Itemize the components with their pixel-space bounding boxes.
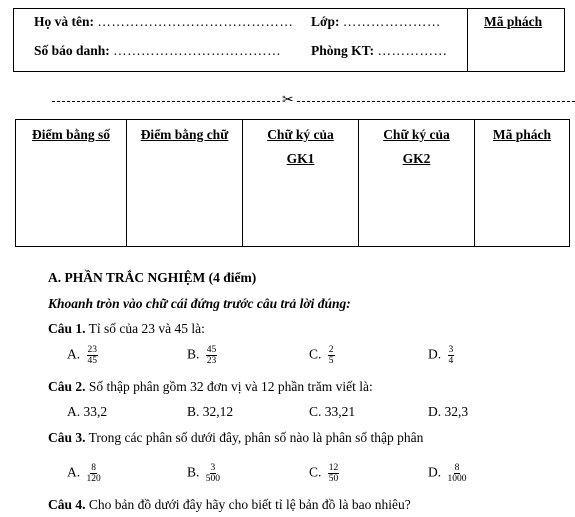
q3-option-a[interactable]: [67, 463, 101, 484]
grader2-header-line2: GK2: [402, 151, 431, 166]
question-2-text: Số thập phân gồm 32 đơn vị và 12 phần trăm viết là:: [85, 379, 373, 394]
question-1-label: Câu 1.: [48, 321, 86, 336]
cut-line: [52, 101, 575, 102]
q3-d-den: 1000: [447, 474, 467, 484]
sbd-field[interactable]: ………………………………: [113, 43, 282, 58]
question-4-label: Câu 4.: [48, 497, 86, 512]
q1-option-c-fraction: [328, 345, 335, 366]
score-number-header: Điểm bằng số: [31, 127, 110, 142]
q3-b-den: 500: [205, 474, 221, 484]
q1-option-d[interactable]: [428, 345, 454, 366]
question-4-text: Cho bản đồ dưới đây hãy cho biết tỉ lệ bản đồ là bao nhiêu?: [85, 497, 411, 512]
q1-option-a[interactable]: [67, 345, 98, 366]
class-field[interactable]: …………………: [342, 14, 441, 29]
score-words-header: Điểm bằng chữ: [140, 127, 229, 142]
question-1-text: Tỉ số của 23 và 45 là:: [85, 321, 205, 336]
score-words-cell[interactable]: [127, 120, 243, 247]
section-a-instruction: Khoanh tròn vào chữ cái đứng trước câu trả lời đúng:: [48, 296, 351, 311]
q3-a-num: 8: [91, 463, 96, 473]
q1-option-a-letter: A.: [67, 346, 81, 362]
room-label: Phòng KT:: [311, 43, 375, 58]
q1-a-num: 23: [87, 345, 97, 355]
q3-option-d-letter: D.: [428, 464, 442, 480]
score-table: [15, 119, 570, 247]
name-label: Họ và tên:: [34, 14, 94, 29]
q1-option-d-fraction: [448, 345, 455, 366]
q1-option-b[interactable]: [187, 345, 217, 366]
q3-option-d-fraction: [448, 463, 467, 484]
q3-option-b-letter: B.: [187, 464, 200, 480]
class-label: Lớp:: [311, 14, 340, 29]
q1-b-den: 23: [206, 356, 217, 366]
q1-option-a-fraction: [87, 345, 99, 366]
question-3: [48, 430, 423, 446]
q1-option-d-letter: D.: [428, 346, 442, 362]
q1-c-num: 2: [328, 345, 334, 355]
question-4: [48, 497, 411, 513]
q3-option-a-fraction: [87, 463, 101, 484]
question-2-label: Câu 2.: [48, 379, 86, 394]
q1-a-den: 45: [87, 356, 97, 366]
question-3-label: Câu 3.: [48, 430, 86, 445]
q2-option-c[interactable]: C. 33,21: [309, 404, 356, 419]
q3-option-a-letter: A.: [67, 464, 81, 480]
q2-option-d[interactable]: D. 32,3: [428, 404, 469, 419]
sbd-label: Số báo danh:: [34, 43, 110, 58]
class-row: [311, 14, 441, 30]
q3-option-c-letter: C.: [309, 464, 322, 480]
q1-b-num: 45: [206, 345, 217, 355]
q3-c-den: 50: [328, 474, 339, 484]
q3-option-b-fraction: [206, 463, 220, 484]
q3-option-c[interactable]: [309, 463, 339, 484]
q3-option-b[interactable]: [187, 463, 220, 484]
q3-option-c-fraction: [328, 463, 340, 484]
code-header: Mã phách: [492, 127, 552, 142]
section-a-title: A. PHẦN TRẮC NGHIỆM (4 điểm): [48, 270, 257, 285]
sbd-row: [34, 43, 281, 59]
grader2-header-line1: Chữ ký của: [383, 127, 450, 142]
name-field[interactable]: ……………………………………: [97, 14, 294, 29]
q1-option-c[interactable]: [309, 345, 335, 366]
grader1-header-line1: Chữ ký của: [267, 127, 334, 142]
q1-d-num: 3: [448, 345, 454, 355]
q1-d-den: 4: [448, 356, 454, 366]
room-row: [311, 43, 448, 59]
q1-option-c-letter: C.: [309, 346, 322, 362]
q2-option-b[interactable]: B. 32,12: [187, 404, 234, 419]
header-code-label: Mã phách: [484, 14, 543, 29]
grader2-cell[interactable]: [359, 120, 475, 247]
grader1-cell[interactable]: [243, 120, 359, 247]
grader1-header-line2: GK1: [286, 151, 315, 166]
q2-option-a[interactable]: A. 33,2: [67, 404, 108, 419]
question-2: [48, 379, 373, 395]
scissors-icon: ✂: [282, 93, 294, 108]
q3-d-num: 8: [454, 463, 460, 473]
q1-option-b-fraction: [206, 345, 218, 366]
score-number-cell[interactable]: [16, 120, 127, 247]
code-cell[interactable]: [475, 120, 570, 247]
question-3-text: Trong các phân số dưới đây, phân số nào là phân số thập phân: [85, 430, 424, 445]
room-field[interactable]: ……………: [377, 43, 448, 58]
name-row: [34, 14, 293, 30]
question-1: [48, 321, 205, 337]
q3-a-den: 120: [86, 474, 101, 484]
q3-b-num: 3: [210, 463, 216, 473]
header-divider: [467, 8, 468, 72]
q3-option-d[interactable]: [428, 463, 467, 484]
q1-c-den: 5: [328, 356, 334, 366]
q3-c-num: 12: [328, 463, 339, 473]
q1-option-b-letter: B.: [187, 346, 200, 362]
